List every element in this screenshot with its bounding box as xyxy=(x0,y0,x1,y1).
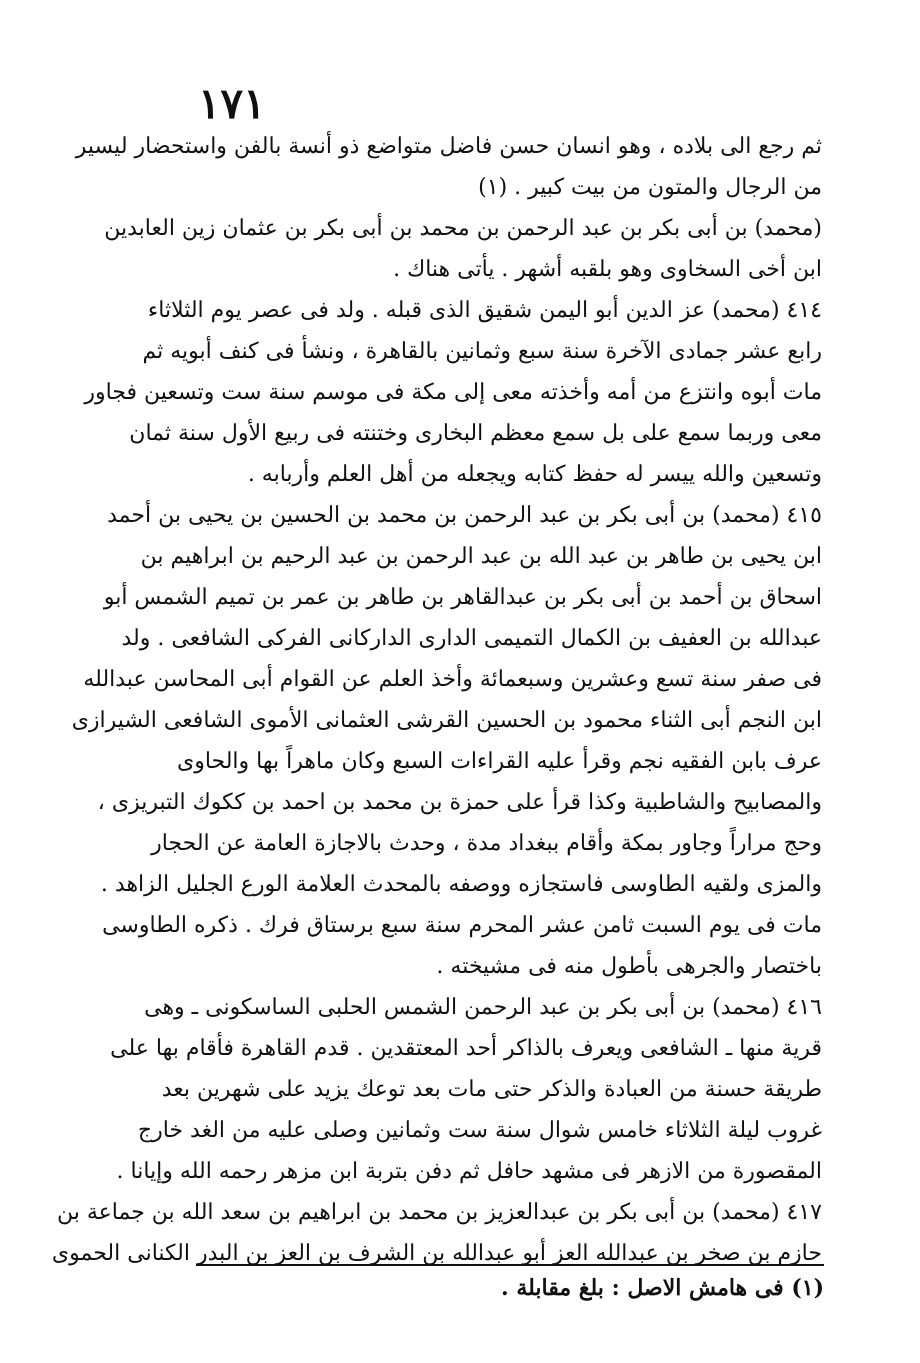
page-number: ١٧١ xyxy=(198,79,266,128)
text-line: وتسعين والله ييسر له حفظ كتابه ويجعله من أهل العلم وأربابه . xyxy=(247,462,822,487)
text-line: حازم بن صخر بن عبدالله العز أبو عبدالله بن الشرف بن العز بن البدر الكنانى الحموى xyxy=(51,1241,822,1266)
text-line: من الرجال والمتون من بيت كبير . (١) xyxy=(478,175,822,200)
text-line: ٤١٥ (محمد) بن أبى بكر بن عبد الرحمن بن محمد بن الحسين بن يحيى بن أحمد xyxy=(107,503,822,528)
text-line: عبدالله بن العفيف بن الكمال التميمى الدارى الداركانى الفركى الشافعى . ولد xyxy=(121,626,822,651)
text-line: ٤١٦ (محمد) بن أبى بكر بن عبد الرحمن الشمس الحلبى الساسكونى ـ وهى xyxy=(144,995,822,1020)
text-line: والمصابيح والشاطبية وكذا قرأ على حمزة بن محمد بن احمد بن ككوك التبريزى ، xyxy=(97,790,822,815)
text-line: وحج مراراً وجاور بمكة وأقام ببغداد مدة ، وحدث بالاجازة العامة عن الحجار xyxy=(151,831,822,856)
text-line: ٤١٧ (محمد) بن أبى بكر بن عبدالعزيز بن محمد بن ابراهيم بن سعد الله بن جماعة بن xyxy=(56,1200,822,1225)
text-line: رابع عشر جمادى الآخرة سنة سبع وثمانين بالقاهرة ، ونشأ فى كنف أبويه ثم xyxy=(142,339,822,364)
text-line: اسحاق بن أحمد بن أبى بكر بن عبدالقاهر بن طاهر بن عمر بن تميم الشمس أبو xyxy=(103,585,822,610)
text-line: ابن يحيى بن طاهر بن عبد الله بن عبد الرحمن بن عبد الرحيم بن ابراهيم بن xyxy=(140,544,822,569)
text-line: فى صفر سنة تسع وعشرين وسبعمائة وأخذ العلم عن القوام أبى المحاسن عبدالله xyxy=(83,667,822,692)
text-line: ابن النجم أبى الثناء محمود بن الحسين القرشى العثمانى الأموى الشافعى الشيرازى xyxy=(71,708,822,733)
text-line: المقصورة من الازهر فى مشهد حافل ثم دفن بتربة ابن مزهر رحمه الله وإيانا . xyxy=(116,1159,822,1184)
text-line: مات أبوه وانتزع من أمه وأخذته معى إلى مكة فى موسم سنة ست وتسعين فجاور xyxy=(84,380,822,405)
text-line: عرف بابن الفقيه نجم وقرأ عليه القراءات السبع وكان ماهراً بها والحاوى xyxy=(176,749,822,774)
footnote: (١) فى هامش الاصل : بلغ مقابلة . xyxy=(501,1275,824,1301)
text-line: والمزى ولقيه الطاوسى فاستجازه ووصفه بالمحدث العلامة الورع الجليل الزاهد . xyxy=(100,872,822,897)
text-line: باختصار والجرهى بأطول منه فى مشيخته . xyxy=(436,954,822,979)
text-line: معى وربما سمع على بل سمع معظم البخارى وختنته فى ربيع الأول سنة ثمان xyxy=(129,421,822,446)
text-line: قرية منها ـ الشافعى ويعرف بالذاكر أحد المعتقدين . قدم القاهرة فأقام بها على xyxy=(110,1036,822,1061)
footnote-divider xyxy=(196,1264,824,1266)
text-line: ٤١٤ (محمد) عز الدين أبو اليمن شقيق الذى قبله . ولد فى عصر يوم الثلاثاء xyxy=(147,298,822,323)
text-line: (محمد) بن أبى بكر بن عبد الرحمن بن محمد بن أبى بكر بن عثمان زين العابدين xyxy=(104,216,822,241)
text-line: ثم رجع الى بلاده ، وهو انسان حسن فاضل متواضع ذو أنسة بالفن واستحضار ليسير xyxy=(75,134,822,159)
main-text xyxy=(51,126,822,1274)
text-line: طريقة حسنة من العبادة والذكر حتى مات بعد توعك يزيد على شهرين بعد xyxy=(161,1077,822,1102)
text-line: مات فى يوم السبت ثامن عشر المحرم سنة سبع برستاق فرك . ذكره الطاوسى xyxy=(102,913,822,938)
text-line: ابن أخى السخاوى وهو بلقبه أشهر . يأتى هناك . xyxy=(393,257,822,282)
text-line: غروب ليلة الثلاثاء خامس شوال سنة ست وثمانين وصلى عليه من الغد خارج xyxy=(137,1118,822,1143)
